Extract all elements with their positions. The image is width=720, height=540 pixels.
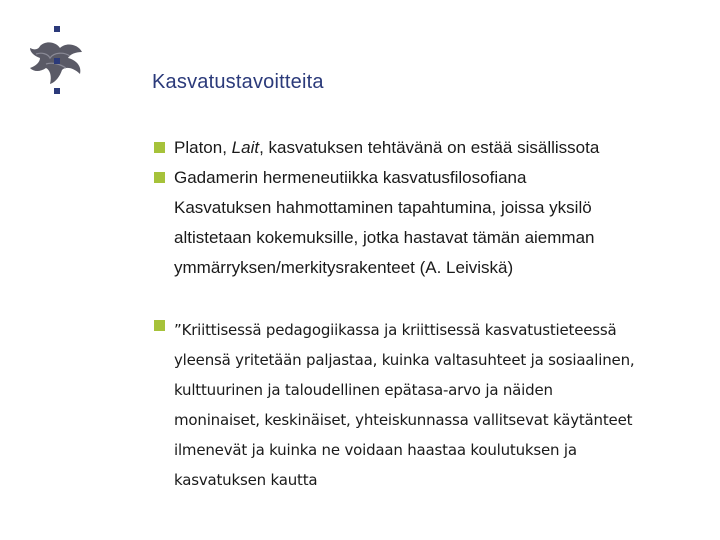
- bullet-gadamer-heading: Gadamerin hermeneutiikka kasvatusfilosofiana: [174, 168, 527, 187]
- quote-line: kasvatuksen kautta: [174, 471, 318, 489]
- quote-line: ”Kriittisessä pedagogiikassa ja kriittisessä kasvatustieteessä: [174, 321, 617, 339]
- quote-line: moninaiset, keskinäiset, yhteiskunnassa vallitsevat käytänteet: [174, 411, 633, 429]
- bullet-platon-work-title: Lait: [231, 138, 260, 157]
- bullet-square-icon: [154, 142, 165, 153]
- bullet-platon-post: , kasvatuksen tehtävänä on estää sisällissota: [259, 138, 600, 157]
- bullet-gadamer: [154, 163, 714, 283]
- bullet-gadamer-line: altistetaan kokemuksille, jotka hastavat tämän aiemman: [174, 228, 595, 247]
- quote-line: ilmenevät ja kuinka ne voidaan haastaa koulutuksen ja: [174, 441, 577, 459]
- quote-line: yleensä yritetään paljastaa, kuinka valtasuhteet ja sosiaalinen,: [174, 351, 635, 369]
- quote-line: kulttuurinen ja taloudellinen epätasa-arvo ja näiden: [174, 381, 553, 399]
- bullet-platon-pre: Platon,: [174, 138, 232, 157]
- bullet-platon: [154, 133, 714, 163]
- bullet-gadamer-line: Kasvatuksen hahmottaminen tapahtumina, joissa yksilö: [174, 198, 592, 217]
- bullet-square-icon: [154, 320, 165, 331]
- university-logo-icon: [26, 24, 90, 96]
- bullet-critical-pedagogy: [154, 315, 714, 495]
- bullet-list: [154, 133, 714, 495]
- bullet-gadamer-line: ymmärryksen/merkitysrakenteet (A. Leiviskä): [174, 258, 514, 277]
- bullet-square-icon: [154, 172, 165, 183]
- slide-title: Kasvatustavoitteita: [152, 71, 324, 93]
